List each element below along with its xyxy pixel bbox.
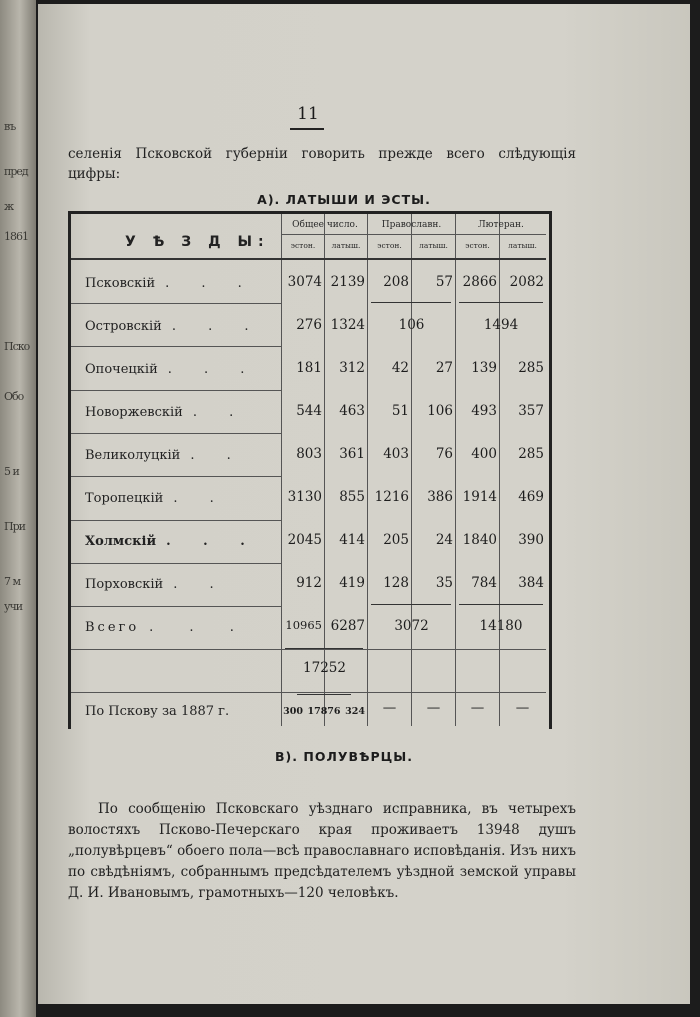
pskov-cell: 17876 bbox=[307, 706, 341, 717]
merge-brace bbox=[285, 648, 363, 655]
section-a-title: А). ЛАТЫШИ И ЭСТЫ. bbox=[257, 192, 431, 207]
subheader: латыш. bbox=[419, 241, 448, 250]
table-cell: 493 bbox=[471, 403, 497, 419]
table-cell: 1914 bbox=[462, 489, 497, 505]
margin-fragment: 5 и bbox=[4, 465, 19, 478]
table-cell: 312 bbox=[339, 360, 365, 376]
margin-fragment: Обо bbox=[4, 390, 24, 403]
table-cell: 469 bbox=[518, 489, 544, 505]
total-cell: 10965 bbox=[285, 618, 322, 632]
table-cell: 855 bbox=[339, 489, 365, 505]
table-cell: 386 bbox=[427, 489, 453, 505]
table-row-label: Островскій . . . bbox=[85, 319, 263, 334]
table-cell: 2139 bbox=[330, 274, 365, 290]
table-cell: 544 bbox=[296, 403, 322, 419]
table-cell: 35 bbox=[435, 575, 453, 591]
pskov-cell: 300 bbox=[283, 706, 303, 717]
header-lutheran: Лютеран. bbox=[478, 220, 524, 230]
header-divider bbox=[281, 234, 546, 235]
table-row-label: Новоржевскій . . bbox=[85, 405, 248, 420]
table-cell-merged: 106 bbox=[398, 317, 425, 333]
table-cell: 384 bbox=[518, 575, 544, 591]
intro-text: селенія Псковской губерніи говорить прежде всего слѣдующія цифры: bbox=[68, 146, 576, 182]
table-cell: 181 bbox=[296, 360, 322, 376]
row-divider bbox=[71, 476, 281, 477]
total-cell-merged: 14180 bbox=[479, 618, 523, 634]
table-cell: 42 bbox=[391, 360, 409, 376]
row-divider bbox=[71, 346, 281, 347]
table-cell: 106 bbox=[427, 403, 453, 419]
total-cell: 6287 bbox=[330, 618, 365, 634]
pskov-cell: 324 bbox=[345, 706, 365, 717]
table-cell: 57 bbox=[435, 274, 453, 290]
table-cell: 208 bbox=[383, 274, 409, 290]
table-row-label: Опочецкій . . . bbox=[85, 362, 259, 377]
table-cell: 912 bbox=[296, 575, 322, 591]
table-cell: 3074 bbox=[287, 274, 322, 290]
table-cell: 205 bbox=[383, 532, 409, 548]
subheader: латыш. bbox=[508, 241, 537, 250]
subheader: латыш. bbox=[331, 241, 361, 250]
table-cell: 803 bbox=[296, 446, 322, 462]
merge-brace bbox=[371, 302, 451, 309]
table-cell: 784 bbox=[471, 575, 497, 591]
margin-fragment: 7 м bbox=[4, 575, 21, 588]
row-divider bbox=[71, 303, 281, 304]
table-row-label: Торопецкій . . bbox=[85, 491, 228, 506]
table-cell: 276 bbox=[296, 317, 322, 333]
row-divider bbox=[71, 563, 281, 564]
table-cell: 27 bbox=[435, 360, 453, 376]
row-divider bbox=[71, 433, 281, 434]
margin-fragment: пред bbox=[4, 165, 28, 178]
table-row-label: Порховскій . . bbox=[85, 577, 228, 592]
table-cell: 357 bbox=[518, 403, 544, 419]
table-cell: 361 bbox=[339, 446, 365, 462]
table-row-label: Великолуцкій . . bbox=[85, 448, 245, 463]
table-cell: 2866 bbox=[462, 274, 497, 290]
merge-brace bbox=[371, 604, 451, 611]
section-b-paragraph: По сообщенію Псковскаго уѣзднаго исправника, въ четырехъ волостяхъ Псково-Печерскаго края проживаетъ 13948 душъ „полувѣрцевъ“ обоего пола—всѣ православнаго исповѣданія. Изъ нихъ по свѣдѣніямъ, собраннымъ предсѣдателемъ уѣздной земской управы Д. И. Ивановымъ, грамотныхъ—120 человѣкъ. bbox=[68, 801, 576, 901]
subheader: эстон. bbox=[377, 241, 402, 250]
table-cell: 414 bbox=[339, 532, 365, 548]
table-row-label: Псковскій . . . bbox=[85, 276, 256, 291]
table-cell: 128 bbox=[383, 575, 409, 591]
row-divider bbox=[71, 692, 546, 693]
table-cell: 285 bbox=[518, 446, 544, 462]
table-cell: 1216 bbox=[374, 489, 409, 505]
header-orthodox: Православн. bbox=[381, 220, 442, 230]
merge-brace bbox=[459, 302, 543, 309]
pskov-dash: — bbox=[426, 700, 441, 716]
table-cell: 1324 bbox=[330, 317, 365, 333]
page-number-rule bbox=[290, 128, 324, 130]
header-total: Общее число. bbox=[292, 220, 358, 230]
margin-fragment: Пско bbox=[4, 340, 30, 353]
subheader: эстон. bbox=[465, 241, 490, 250]
margin-fragment: При bbox=[4, 520, 25, 533]
margin-fragment: ж bbox=[4, 200, 14, 213]
table-cell: 76 bbox=[435, 446, 453, 462]
grand-total-cell: 17252 bbox=[303, 660, 346, 676]
table-row-label: Холмскій . . . bbox=[85, 534, 259, 549]
table-cell: 463 bbox=[339, 403, 365, 419]
row-divider bbox=[71, 606, 281, 607]
table-cell: 24 bbox=[435, 532, 453, 548]
table-cell: 2045 bbox=[287, 532, 322, 548]
table-cell: 390 bbox=[518, 532, 544, 548]
table-cell: 139 bbox=[471, 360, 497, 376]
table-cell: 1840 bbox=[462, 532, 497, 548]
table-cell: 3130 bbox=[287, 489, 322, 505]
statistics-table bbox=[68, 211, 552, 729]
header-bottom-rule bbox=[71, 258, 546, 260]
table-cell: 400 bbox=[471, 446, 497, 462]
row-divider bbox=[71, 520, 281, 521]
table-cell-merged: 1494 bbox=[483, 317, 519, 333]
table-cell: 2082 bbox=[509, 274, 544, 290]
margin-fragment: 1861 bbox=[4, 230, 28, 243]
table-cell: 285 bbox=[518, 360, 544, 376]
subheader: эстон. bbox=[290, 241, 316, 250]
pskov-dash: — bbox=[515, 700, 530, 716]
row-divider bbox=[71, 390, 281, 391]
book-page bbox=[38, 4, 690, 1004]
margin-fragment: въ bbox=[4, 120, 16, 133]
total-row-label: Всего . . . bbox=[85, 620, 250, 635]
adjacent-page-edge bbox=[0, 0, 36, 1017]
total-cell-merged: 3072 bbox=[394, 618, 429, 634]
pskov-dash: — bbox=[470, 700, 485, 716]
table-cell: 419 bbox=[339, 575, 365, 591]
margin-fragment: учи bbox=[4, 600, 23, 613]
section-b-title: В). ПОЛУВѢРЦЫ. bbox=[275, 749, 413, 764]
district-column-header: У Ѣ З Д Ы: bbox=[125, 234, 270, 250]
merge-brace bbox=[459, 604, 543, 611]
pskov-row-label: По Пскову за 1887 г. bbox=[85, 704, 230, 719]
pskov-dash: — bbox=[382, 700, 397, 716]
table-cell: 403 bbox=[383, 446, 409, 462]
table-cell: 51 bbox=[391, 403, 409, 419]
page-number: 11 bbox=[297, 104, 319, 124]
merge-brace bbox=[297, 694, 351, 701]
